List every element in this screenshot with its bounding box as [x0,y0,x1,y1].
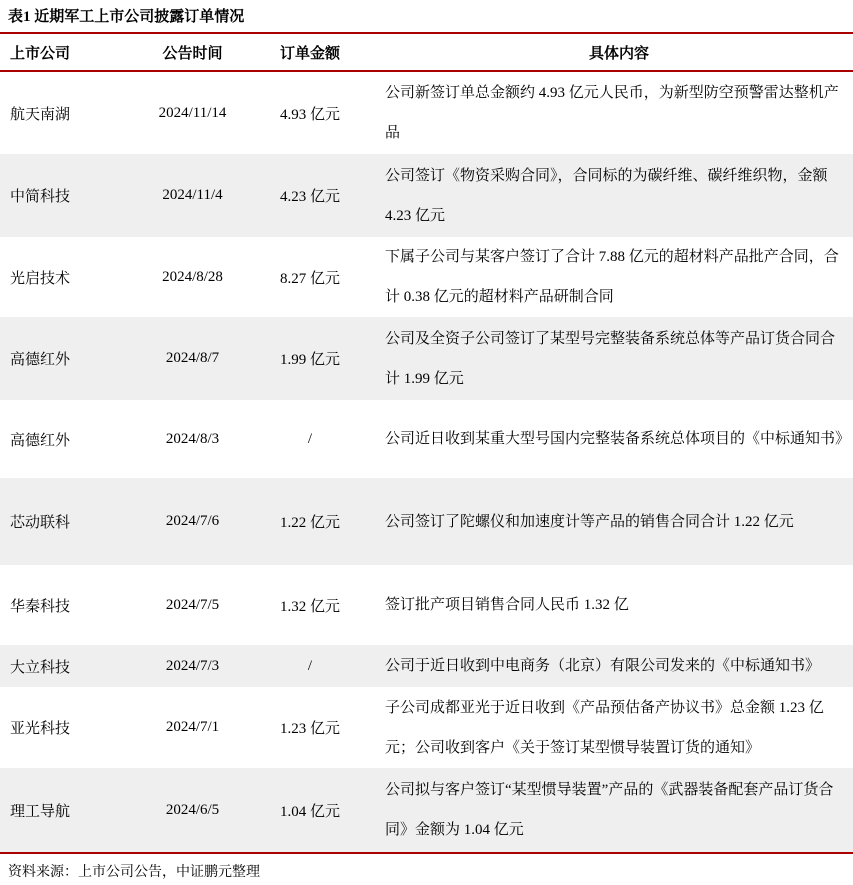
company-cell: 理工导航 [10,803,71,820]
company-cell: 亚光科技 [10,721,71,738]
table-row [0,565,853,645]
company-cell: 光启技术 [10,270,71,287]
amount-cell: 8.27 亿元 [279,270,340,287]
content-cell: 公司新签订单总金额约 4.93 亿元人民币，为新型防空预警雷达整机产品 [385,85,839,142]
table-header-row [0,32,853,72]
date-cell: 2024/6/5 [165,801,220,818]
company-cell: 高德红外 [10,432,71,449]
content-cell: 下属子公司与某客户签订了合计 7.88 亿元的超材料产品批产合同，合计 0.38 亿元的超材料产品研制合同 [385,249,839,306]
company-cell: 高德红外 [10,352,71,369]
content-cell: 公司签订了陀螺仪和加速度计等产品的销售合同合计 1.22 亿元 [385,513,794,530]
amount-cell: 1.22 亿元 [279,515,340,532]
content-cell: 公司近日收到某重大型号国内完整装备系统总体项目的《中标通知书》 [385,431,851,448]
table-row [0,478,853,565]
amount-cell: / [307,430,313,447]
table-row [0,72,853,154]
amount-cell: 1.99 亿元 [279,352,340,369]
company-cell: 中简科技 [10,189,71,206]
content-cell: 公司签订《物资采购合同》，合同标的为碳纤维、碳纤维织物，金额 4.23 亿元 [385,167,828,224]
column-header-company: 上市公司 [10,45,71,62]
content-cell: 公司于近日收到中电商务（北京）有限公司发来的《中标通知书》 [385,658,821,675]
column-header-content: 具体内容 [588,45,649,62]
table-row [0,237,853,317]
date-cell: 2024/7/5 [165,596,220,613]
content-cell: 子公司成都亚光于近日收到《产品预估备产协议书》总金额 1.23 亿元；公司收到客户《关于签订某型惯导装置订货的通知》 [385,699,824,756]
amount-cell: 1.04 亿元 [279,803,340,820]
company-cell: 航天南湖 [10,106,71,123]
date-cell: 2024/11/4 [162,187,223,204]
company-cell: 大立科技 [10,659,71,676]
table-row [0,400,853,478]
content-cell: 公司及全资子公司签订了某型号完整装备系统总体等产品订货合同合计 1.99 亿元 [385,330,836,387]
content-cell: 公司拟与客户签订“某型惯导装置”产品的《武器装备配套产品订货合同》金额为 1.04 亿元 [385,782,834,839]
column-header-amount: 订单金额 [279,45,340,62]
date-cell: 2024/7/3 [165,657,220,674]
table-body [0,72,853,852]
content-cell: 签订批产项目销售合同人民币 1.32 亿 [385,597,629,614]
column-header-date: 公告时间 [162,45,223,62]
amount-cell: 1.23 亿元 [279,721,340,738]
company-cell: 华秦科技 [10,598,71,615]
date-cell: 2024/8/28 [162,268,223,285]
amount-cell: 4.23 亿元 [279,189,340,206]
amount-cell: 1.32 亿元 [279,598,340,615]
orders-table [0,32,853,852]
source-note: 资料来源：上市公司公告，中证鹏元整理 [0,852,853,885]
table-title: 表1 近期军工上市公司披露订单情况 [8,9,245,25]
table-row [0,154,853,237]
date-cell: 2024/8/7 [165,350,220,367]
table-row [0,768,853,852]
table-row [0,317,853,400]
amount-cell: 4.93 亿元 [279,106,340,123]
date-cell: 2024/8/3 [165,430,220,447]
date-cell: 2024/11/14 [158,104,227,121]
company-cell: 芯动联科 [10,515,71,532]
amount-cell: / [307,657,313,674]
table-row [0,645,853,687]
date-cell: 2024/7/1 [165,719,220,736]
date-cell: 2024/7/6 [165,513,220,530]
table-row [0,687,853,768]
